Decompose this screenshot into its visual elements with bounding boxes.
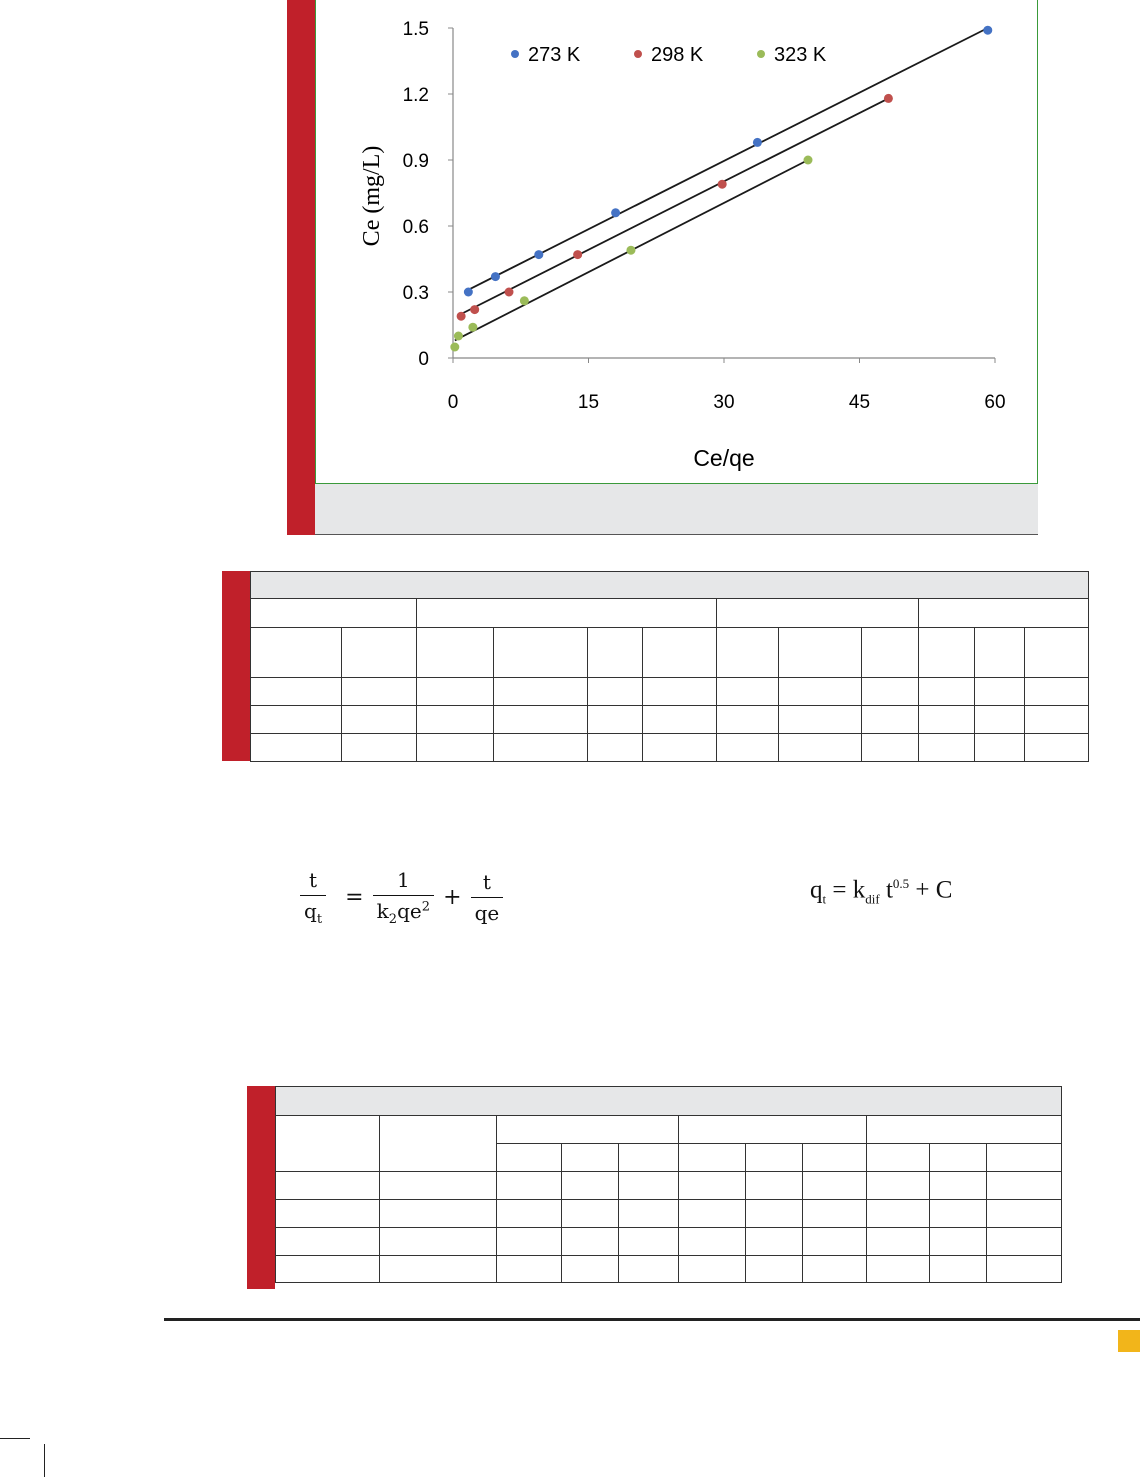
y-tick-label: 0: [418, 349, 429, 370]
table-cell: [930, 1172, 987, 1200]
table-cell: [417, 706, 494, 734]
table-cell: [803, 1228, 867, 1256]
table-cell: [497, 1200, 562, 1228]
data-point-273k: [611, 208, 620, 217]
eq2-equals: =: [832, 876, 847, 904]
table-cell: [717, 599, 919, 628]
table-cell: [562, 1228, 619, 1256]
table-cell: [588, 678, 643, 706]
data-point-298k: [457, 312, 466, 321]
eq1-term1-denominator: [373, 896, 434, 927]
table1-title-row: [251, 572, 1089, 599]
table-cell: [497, 1116, 679, 1144]
table-cell: [342, 706, 417, 734]
table2-title-row: [276, 1087, 1062, 1116]
table-cell: [679, 1256, 746, 1283]
table-cell: [380, 1256, 497, 1283]
table-cell: [619, 1144, 679, 1172]
data-point-298k: [505, 288, 514, 297]
table2-group-row: [276, 1116, 1062, 1144]
eq2-t-sup: 0.5: [892, 876, 910, 891]
tick-labels: [403, 19, 1006, 413]
table-cell: [1025, 706, 1089, 734]
table-cell: [494, 628, 588, 678]
eq2-k-sub: dif: [865, 891, 880, 907]
table-cell: [562, 1172, 619, 1200]
table-cell: [867, 1228, 930, 1256]
table-cell: [562, 1200, 619, 1228]
corner-marker: [1118, 1330, 1140, 1352]
legend-marker-323k: [757, 50, 765, 58]
data-point-323k: [626, 246, 635, 255]
table-cell: [717, 628, 779, 678]
table-cell: [417, 734, 494, 762]
table-cell: [987, 1172, 1062, 1200]
table-cell: [619, 1200, 679, 1228]
table-cell: [975, 628, 1025, 678]
table-cell: [643, 628, 717, 678]
eq2-q: q: [810, 876, 823, 904]
table-cell: [919, 678, 975, 706]
table-cell: [562, 1144, 619, 1172]
eq2-k: k: [852, 876, 866, 904]
table-cell: [276, 1116, 380, 1172]
data-point-298k: [718, 180, 727, 189]
table-cell: [987, 1256, 1062, 1283]
table-cell: [930, 1228, 987, 1256]
equation-pseudo-second-order: [300, 868, 503, 927]
table-cell: [643, 678, 717, 706]
table-cell: [494, 734, 588, 762]
table-cell: [643, 734, 717, 762]
table-cell: [867, 1172, 930, 1200]
table-cell: [930, 1144, 987, 1172]
eq1-term2-fraction: [471, 870, 504, 925]
table-cell: [497, 1144, 562, 1172]
table-cell: [862, 678, 919, 706]
table-row: [276, 1228, 1062, 1256]
table-cell: [975, 678, 1025, 706]
table-row: [276, 1256, 1062, 1283]
table-cell: [380, 1228, 497, 1256]
y-tick-label: 0.3: [402, 283, 429, 304]
table1-accent-bar: [222, 571, 250, 761]
table-cell: [380, 1200, 497, 1228]
table-cell: [342, 678, 417, 706]
table-cell: [417, 599, 717, 628]
table-cell: [679, 1200, 746, 1228]
table-cell: [779, 628, 862, 678]
isotherm-chart: [315, 0, 1038, 484]
eq1-lhs-denominator: [300, 896, 326, 927]
table-2: [275, 1086, 1062, 1283]
table-cell: [919, 599, 1089, 628]
table-cell: [867, 1200, 930, 1228]
eq1-term2-numerator: t: [471, 870, 504, 898]
table-cell: [746, 1256, 803, 1283]
data-point-298k: [470, 305, 479, 314]
eq1-lhs-fraction: [300, 868, 326, 927]
table-cell: [417, 628, 494, 678]
table-cell: [251, 678, 342, 706]
table-cell: [679, 1116, 867, 1144]
table-row: [251, 678, 1089, 706]
table-cell: [746, 1144, 803, 1172]
table-cell: [930, 1200, 987, 1228]
table2-accent-bar: [247, 1086, 275, 1289]
eq1-plus: +: [443, 885, 462, 910]
table-row: [276, 1172, 1062, 1200]
table-cell: [276, 1256, 380, 1283]
table-cell: [779, 706, 862, 734]
eq2-t: t: [885, 876, 893, 904]
table-cell: [497, 1256, 562, 1283]
table-cell: [588, 706, 643, 734]
table-cell: [867, 1256, 930, 1283]
table-cell: [717, 734, 779, 762]
table2-title-cell: [276, 1087, 1062, 1116]
table-cell: [497, 1172, 562, 1200]
y-tick-label: 1.5: [402, 19, 429, 40]
table-cell: [276, 1228, 380, 1256]
table-cell: [803, 1200, 867, 1228]
table-cell: [497, 1228, 562, 1256]
table-cell: [494, 706, 588, 734]
margin-crop-mark-horizontal: [0, 1438, 30, 1439]
table-cell: [251, 706, 342, 734]
table-1: [250, 571, 1089, 762]
table1-title-cell: [251, 572, 1089, 599]
table-cell: [919, 628, 975, 678]
table-row: [276, 1200, 1062, 1228]
table-cell: [619, 1256, 679, 1283]
data-point-323k: [454, 332, 463, 341]
eq1-k: k: [376, 899, 389, 923]
eq2-plus-c: + C: [915, 876, 953, 904]
table-cell: [746, 1200, 803, 1228]
table-cell: [380, 1116, 497, 1172]
table-row: [251, 706, 1089, 734]
x-tick-label: 60: [984, 392, 1006, 413]
table-cell: [643, 706, 717, 734]
eq1-lhs-sub: t: [316, 912, 323, 927]
table1-group-row: [251, 599, 1089, 628]
table-cell: [562, 1256, 619, 1283]
table-cell: [342, 734, 417, 762]
x-tick-label: 45: [848, 392, 871, 413]
table1-header-row: [251, 628, 1089, 678]
eq1-lhs-numerator: t: [300, 868, 326, 896]
x-tick-label: 0: [447, 392, 459, 413]
data-point-273k: [464, 288, 473, 297]
legend-label-298k: 298 K: [651, 44, 704, 66]
x-axis-title: Ce/qe: [693, 445, 755, 471]
table-cell: [803, 1256, 867, 1283]
legend-marker-273k: [511, 50, 519, 58]
data-point-273k: [983, 26, 992, 35]
equation-intraparticle-diffusion: [810, 876, 952, 907]
table-cell: [1025, 678, 1089, 706]
eq1-k-sub: 2: [388, 912, 398, 927]
chart-axes: [448, 28, 995, 363]
table-cell: [1025, 628, 1089, 678]
margin-crop-mark-vertical: [44, 1444, 45, 1477]
table-cell: [862, 706, 919, 734]
eq1-equals: =: [345, 885, 364, 910]
table-cell: [975, 706, 1025, 734]
table-cell: [251, 734, 342, 762]
table-cell: [494, 678, 588, 706]
table-cell: [975, 734, 1025, 762]
table-cell: [746, 1228, 803, 1256]
data-point-298k: [884, 94, 893, 103]
y-tick-label: 0.9: [402, 151, 429, 172]
eq1-term1-fraction: [373, 868, 434, 927]
table-cell: [779, 678, 862, 706]
eq1-exponent: 2: [421, 899, 430, 915]
legend-label-323k: 323 K: [774, 44, 827, 66]
data-point-298k: [573, 250, 582, 259]
x-tick-label: 15: [577, 392, 600, 413]
table-cell: [717, 678, 779, 706]
table-cell: [746, 1172, 803, 1200]
table-cell: [251, 599, 417, 628]
table-cell: [619, 1172, 679, 1200]
table-cell: [919, 734, 975, 762]
data-point-323k: [804, 156, 813, 165]
table-cell: [619, 1228, 679, 1256]
table-cell: [679, 1144, 746, 1172]
table-cell: [803, 1172, 867, 1200]
table-cell: [251, 628, 342, 678]
eq1-lhs-q: q: [304, 899, 317, 923]
figure-accent-bar: [287, 0, 315, 535]
table-cell: [276, 1172, 380, 1200]
data-point-323k: [468, 323, 477, 332]
chart-legend: [511, 44, 827, 66]
table-cell: [867, 1116, 1062, 1144]
table-cell: [276, 1200, 380, 1228]
table-cell: [867, 1144, 930, 1172]
eq1-qe: qe: [397, 899, 422, 923]
data-point-323k: [450, 343, 459, 352]
data-point-273k: [753, 138, 762, 147]
y-axis-title: Ce (mg/L): [359, 145, 385, 247]
table-cell: [803, 1144, 867, 1172]
table-cell: [1025, 734, 1089, 762]
table-cell: [987, 1228, 1062, 1256]
footer-rule: [164, 1318, 1140, 1321]
eq1-term2-denominator: qe: [474, 901, 500, 925]
table-cell: [679, 1228, 746, 1256]
table-cell: [987, 1144, 1062, 1172]
table-cell: [342, 628, 417, 678]
table-cell: [862, 628, 919, 678]
y-tick-label: 0.6: [402, 217, 429, 238]
table-cell: [588, 628, 643, 678]
table-cell: [919, 706, 975, 734]
data-points: [450, 26, 992, 352]
legend-label-273k: 273 K: [528, 44, 581, 66]
data-point-323k: [520, 296, 529, 305]
table-cell: [930, 1256, 987, 1283]
fit-line-273k: [468, 28, 987, 290]
data-point-273k: [534, 250, 543, 259]
legend-marker-298k: [634, 50, 642, 58]
fit-line-298k: [461, 98, 888, 314]
table-cell: [779, 734, 862, 762]
table-cell: [987, 1200, 1062, 1228]
eq1-term1-numerator: 1: [373, 868, 434, 896]
table-cell: [679, 1172, 746, 1200]
table-cell: [417, 678, 494, 706]
y-tick-label: 1.2: [402, 85, 429, 106]
x-tick-label: 30: [713, 392, 735, 413]
table-cell: [862, 734, 919, 762]
table-cell: [717, 706, 779, 734]
table-cell: [380, 1172, 497, 1200]
table-cell: [588, 734, 643, 762]
eq2-q-sub: t: [822, 891, 827, 907]
table-row: [251, 734, 1089, 762]
data-point-273k: [491, 272, 500, 281]
figure-caption-band: [315, 484, 1038, 535]
